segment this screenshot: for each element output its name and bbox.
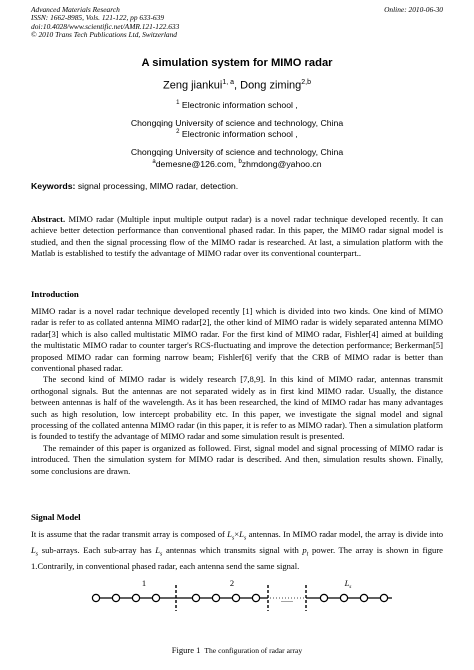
paper-title: A simulation system for MIMO radar: [141, 57, 333, 69]
aff2-sup: 2: [176, 129, 180, 135]
sm-text-3: sub-arrays. Each sub-array has: [38, 545, 156, 556]
antenna-element: [232, 594, 239, 601]
antenna-element: [320, 594, 327, 601]
author-1-sup: 1, a: [222, 79, 234, 86]
subarray-label-2: 2: [229, 578, 235, 588]
math-ls-2: $L_s$: [239, 529, 247, 542]
intro-paragraph-3: The remainder of this paper is organized as followed. First, signal model and signal processing of MIMO radar is introduced. Then the simulation system for MIMO radar is described. And then, simulation results shown. Finally, some conclusions are drawn.: [31, 442, 443, 476]
abstract-label: Abstract.: [31, 214, 66, 224]
email-a-sup: a: [152, 159, 156, 165]
issn-line: ISSN: 1662-8985, Vols. 121-122, pp 633-639: [31, 13, 165, 23]
journal-name: Advanced Materials Research: [31, 5, 120, 14]
subarray-label-ls: $L_s$: [344, 578, 352, 590]
antenna-element: [340, 594, 347, 601]
introduction-heading: Introduction: [31, 289, 79, 299]
figure-caption: [31, 645, 443, 655]
antenna-element: [380, 594, 387, 601]
aff2-line2: Chongqing University of science and technology, China: [130, 146, 344, 157]
antenna-element: [132, 594, 139, 601]
abstract-text: MIMO radar (Multiple input multiple output radar) is a novel radar technique developed recently. It can achieve better detection performance than conventional phased radar. In this paper, the MIMO radar signal model is studied, and then the signal processing flow of the MIMO radar is researched. At last, a simulation platform with the Matlab is established to testify the advantage of MIMO radar over its conventional counterpart..: [31, 214, 443, 259]
subarray-label-1: 1: [141, 578, 147, 588]
sm-text-4: antennas which transmits signal with: [162, 545, 303, 556]
keywords-label: Keywords:: [31, 181, 76, 191]
email-b-sup: b: [238, 159, 242, 165]
math-ls-1: $L_s$: [227, 529, 235, 542]
antenna-element: [212, 594, 219, 601]
intro-paragraph-2: The second kind of MIMO radar is widely research [7,8,9]. In this kind of MIMO radar, antennas transmit orthogonal signals. But the antennas are not separated widely as in first kind MIMO radar. Usually, the distance between antennas is half of the wavelength. As it has been researched, the kind of MIMO radar has many advantages such as high resolution, low intercept probability etc. In this paper, we investigate the signal model and signal processing of the collated antenna MIMO radar (in this paper, it is refer to as MIMO radar). Then a simulation platform is founded to testify the advantage of MIMO radar and some simulation result is presented.: [31, 374, 443, 442]
math-pt: $p_t$: [302, 545, 309, 558]
math-times: ×: [234, 529, 240, 539]
sm-text-5: power. The array is shown in figure 1.Contrarily, in conventional phased radar, each antenna send the same signal.: [31, 545, 443, 572]
sm-text-1: It is assume that the radar transmit array is composed of: [31, 529, 228, 539]
sm-text-2: antennas. In MIMO radar model, the array is divide into: [246, 529, 444, 539]
math-ls-3: $L_s$: [31, 545, 39, 558]
copyright-line: © 2010 Trans Tech Publications Ltd, Switzerland: [31, 30, 177, 40]
author-separator: ,: [234, 79, 241, 92]
figure-number: Figure 1: [171, 645, 201, 655]
antenna-element: [92, 594, 99, 601]
math-ls-4: $L_s$: [155, 545, 163, 558]
keywords-text: signal processing, MIMO radar, detection.: [75, 181, 239, 191]
intro-paragraph-1: MIMO radar is a novel radar technique developed recently [1] which is divided into two kinds. One kind of MIMO radar is refer to as collated antenna MIMO radar[2], the other kind of MIMO radar is widely separated antenna MIMO radar[3] which is also called multistatic MIMO radar. For the first kind of MIMO radar, Fishler[4] aimed at building the multistatic MIMO radar to counter targer's RCS-fluctuating and improve the detection performance; Berkerman[5] proposed MIMO radar can forming narrow beam; Fishler[6] verify that the CRB of MIMO radar is better than conventional phased radar.: [31, 306, 443, 374]
online-date: Online: 2010-06-30: [384, 5, 443, 14]
author-2: Dong ziming: [240, 79, 302, 92]
antenna-element: [360, 594, 367, 601]
email-a: demesne@126.com,: [155, 158, 239, 169]
aff2-line1: Electronic information school ,: [179, 128, 298, 139]
ellipsis-dots: ......: [281, 595, 293, 604]
antenna-element: [152, 594, 159, 601]
antenna-element: [252, 594, 259, 601]
author-2-sup: 2,b: [301, 79, 311, 86]
aff1-sup: 1: [176, 100, 180, 106]
aff1-line1: Electronic information school ,: [179, 99, 298, 110]
doi-line: doi:10.4028/www.scientific.net/AMR.121-122.633: [31, 21, 180, 31]
email-b: zhmdong@yahoo.cn: [241, 158, 322, 169]
antenna-element: [192, 594, 199, 601]
figure-caption-text: The configuration of radar array: [204, 646, 303, 655]
aff1-line2: Chongqing University of science and technology, China: [130, 117, 344, 128]
array-diagram: [92, 585, 392, 611]
antenna-element: [112, 594, 119, 601]
signal-model-heading: Signal Model: [31, 512, 81, 522]
author-1: Zeng jiankui: [162, 79, 223, 92]
